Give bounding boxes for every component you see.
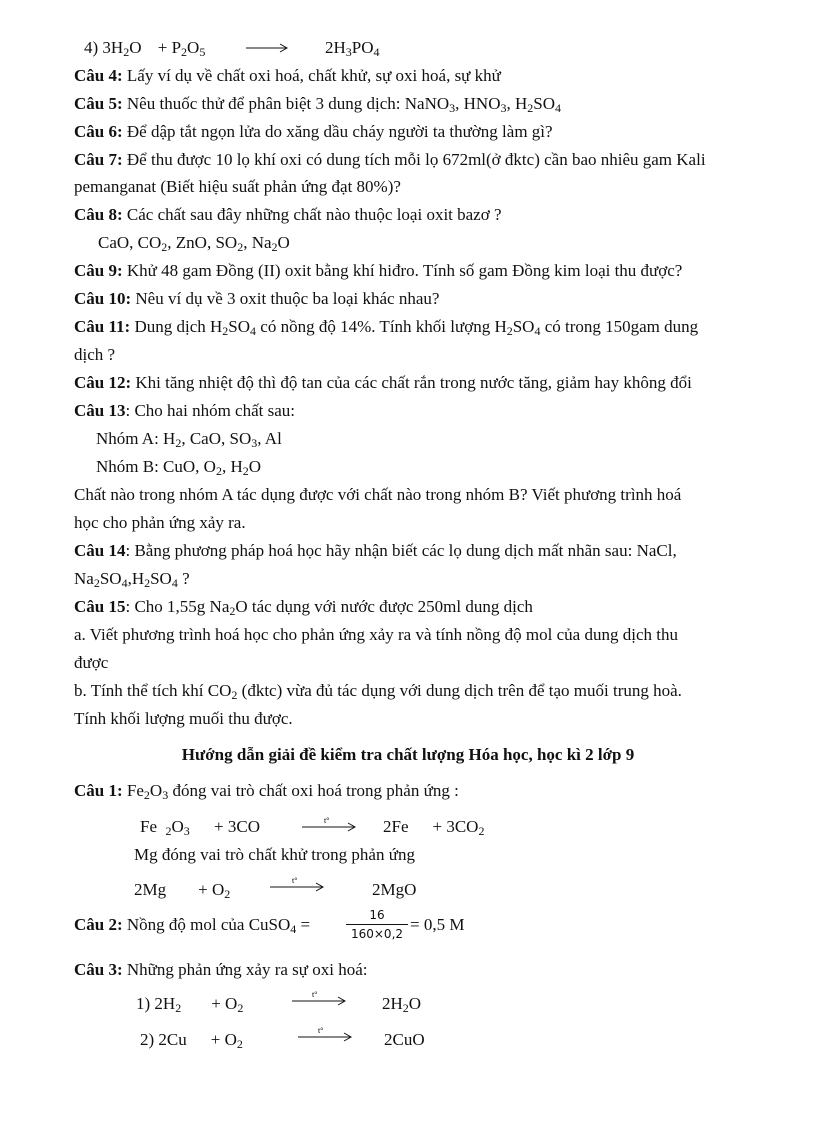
answer-1-eq1-reactants: Fe $_2O_3 + 3CO$: [140, 817, 260, 838]
reaction-4-product: $2H_3PO_4$: [325, 38, 380, 59]
answer-1: Câu 1: $Fe_2O_3$ đóng vai trò chất oxi hoá trong phản ứng :: [74, 781, 459, 802]
question-8: Câu 8: Các chất sau đây những chất nào thuộc loại oxit bazơ ?: [74, 205, 502, 224]
heat-arrow: [290, 990, 350, 1006]
question-13: Câu 13: Cho hai nhóm chất sau:: [74, 401, 295, 420]
question-4: Câu 4: Lấy ví dụ về chất oxi hoá, chất khử, sự oxi hoá, sự khử: [74, 66, 501, 85]
reaction-4: 4) $3H_2O + P_2O_5$: [84, 38, 206, 59]
heat-arrow: [300, 816, 360, 832]
answer-3-r2: 2) $2Cu + O_2$: [140, 1030, 243, 1051]
question-7-line2: pemanganat (Biết hiệu suất phản ứng đạt 80%)?: [74, 177, 401, 196]
arrow-label: t°: [318, 1026, 324, 1035]
heat-arrow: [268, 876, 328, 892]
arrow-label: t°: [312, 990, 318, 999]
question-6: Câu 6: Để dập tắt ngọn lửa do xăng dầu cháy người ta thường làm gì?: [74, 122, 553, 141]
answer-3-r2-product: 2CuO: [384, 1030, 425, 1049]
question-14: Câu 14: Bằng phương pháp hoá học hãy nhận biết các lọ dung dịch mất nhãn sau: NaCl,: [74, 541, 677, 560]
fraction: 16 160×0,2: [346, 908, 408, 941]
question-7: Câu 7: Để thu được 10 lọ khí oxi có dung tích mỗi lọ 672ml(ở đktc) cần bao nhiêu gam Kali: [74, 150, 706, 169]
answer-2-result: = 0,5 M: [410, 915, 465, 934]
answer-3-r1: 1) $2H_2 + O_2$: [136, 994, 244, 1015]
group-b: Nhóm B: CuO, $O_2$, $H_2O$: [96, 457, 262, 478]
question-15-b-line2: Tính khối lượng muối thu được.: [74, 709, 293, 728]
answer-1-eq2: $2Mg + O_2$: [134, 880, 231, 901]
question-9: Câu 9: Khử 48 gam Đồng (II) oxit bằng khí hiđro. Tính số gam Đồng kim loại thu được?: [74, 261, 683, 280]
question-5: Câu 5: Nêu thuốc thử để phân biệt 3 dung dịch: NaNO$_3$, $HNO_3$, $H_2SO_4$: [74, 94, 561, 115]
question-15-a: a. Viết phương trình hoá học cho phản ứng xảy ra và tính nồng độ mol của dung dịch thu: [74, 625, 678, 644]
answer-1-eq2-product: 2MgO: [372, 880, 417, 899]
answer-3: Câu 3: Những phản ứng xảy ra sự oxi hoá:: [74, 960, 368, 979]
answer-2: Câu 2: Nồng độ mol của CuSO$_4$ =: [74, 915, 311, 936]
question-10: Câu 10: Nêu ví dụ về 3 oxit thuộc ba loại khác nhau?: [74, 289, 440, 308]
arrow-label: t°: [324, 816, 330, 825]
question-14-line2: $Na_2SO_4,H_2SO_4$ ?: [74, 569, 190, 590]
question-15-a-line2: được: [74, 653, 109, 672]
question-11: Câu 11: Dung dịch $H_2SO_4$ có nồng độ 14%. Tính khối lượng $H_2SO_4$ có trong 150gam dung: [74, 317, 699, 338]
heat-arrow: [296, 1026, 356, 1042]
answer-1-mg: Mg đóng vai trò chất khử trong phản ứng: [134, 845, 415, 864]
question-12: Câu 12: Khi tăng nhiệt độ thì độ tan của các chất rắn trong nước tăng, giảm hay không đổi: [74, 373, 692, 392]
answer-heading: Hướng dẫn giải đề kiểm tra chất lượng Hóa học, học kì 2 lớp 9: [181, 745, 635, 764]
question-11-line2: dịch ?: [74, 345, 116, 364]
question-15: Câu 15: Cho 1,55g $Na_2O$ tác dụng với nước được 250ml dung dịch: [74, 597, 533, 618]
group-a: Nhóm A: $H_2$, CaO, $SO_3$, Al: [96, 429, 282, 450]
question-13-line5: học cho phản ứng xảy ra.: [74, 513, 246, 532]
answer-3-r1-product: $2H_2O$: [382, 994, 422, 1015]
question-13-line4: Chất nào trong nhóm A tác dụng được với chất nào trong nhóm B? Viết phương trình hoá: [74, 485, 682, 504]
reaction-arrow: [246, 42, 290, 54]
arrow-label: t°: [292, 876, 298, 885]
answer-1-eq1-products: $2Fe + 3CO_2$: [383, 817, 485, 838]
question-15-b: b. Tính thể tích khí $CO_2$ (đktc) vừa đủ tác dụng với dung dịch trên để tạo muối trung hoà.: [74, 681, 682, 702]
question-8-compounds: CaO, $CO_2$, ZnO, $SO_2$, $Na_2O$: [98, 233, 290, 254]
